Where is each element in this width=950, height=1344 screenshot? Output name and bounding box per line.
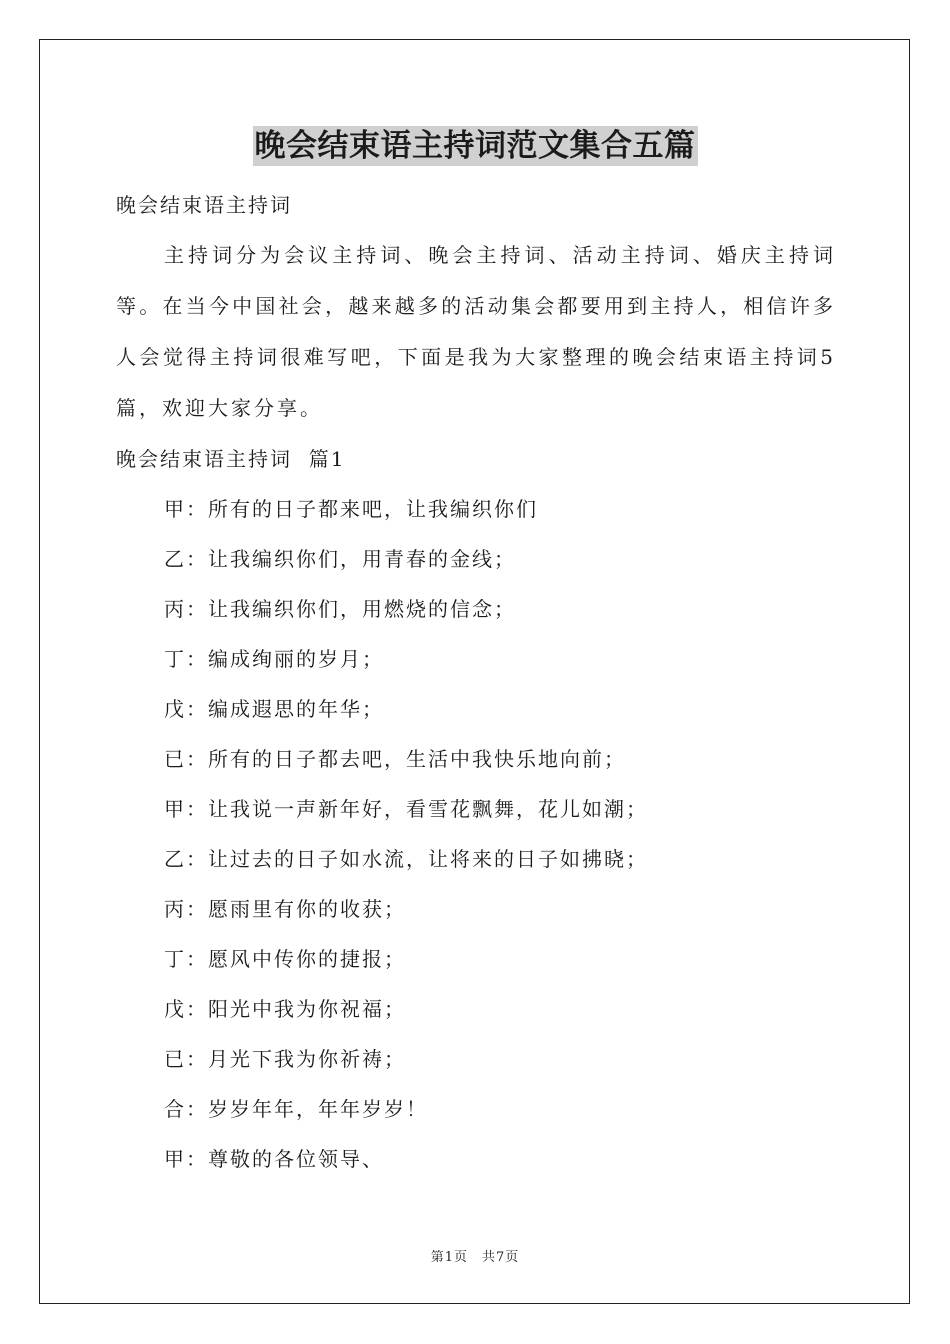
script-line: 乙：让过去的日子如水流，让将来的日子如拂晓；	[164, 847, 648, 871]
script-line: 合：岁岁年年，年年岁岁！	[164, 1097, 428, 1121]
script-line: 丙：让我编织你们，用燃烧的信念；	[164, 597, 516, 621]
script-line: 乙：让我编织你们，用青春的金线；	[164, 547, 516, 571]
script-line: 甲：所有的日子都来吧，让我编织你们	[164, 497, 538, 521]
script-line: 戊：阳光中我为你祝福；	[164, 997, 406, 1021]
section-heading: 晚会结束语主持词 篇1	[116, 447, 346, 471]
page-footer	[0, 1246, 950, 1265]
title-container	[0, 126, 950, 166]
document-body	[116, 180, 836, 1184]
intro-paragraph: 主持词分为会议主持词、晚会主持词、活动主持词、婚庆主持词等。在当今中国社会，越来越多的活动集会都要用到主持人，相信许多人会觉得主持词很难写吧，下面是我为大家整理的晚会结束语主持词5篇，欢迎大家分享。	[116, 243, 836, 420]
page-number-current: 第1页	[430, 1250, 468, 1265]
script-line: 已：所有的日子都去吧，生活中我快乐地向前；	[164, 747, 626, 771]
script-line: 丁：编成绚丽的岁月；	[164, 647, 384, 671]
script-line: 戊：编成遐思的年华；	[164, 697, 384, 721]
script-line: 甲：让我说一声新年好，看雪花飘舞，花儿如潮；	[164, 797, 648, 821]
page-number-total: 共7页	[482, 1250, 520, 1265]
subheading: 晚会结束语主持词	[116, 193, 292, 217]
script-line: 已：月光下我为你祈祷；	[164, 1047, 406, 1071]
script-line: 丙：愿雨里有你的收获；	[164, 897, 406, 921]
script-line: 甲：尊敬的各位领导、	[164, 1147, 384, 1171]
document-title: 晚会结束语主持词范文集合五篇	[254, 128, 696, 164]
script-line: 丁：愿风中传你的捷报；	[164, 947, 406, 971]
